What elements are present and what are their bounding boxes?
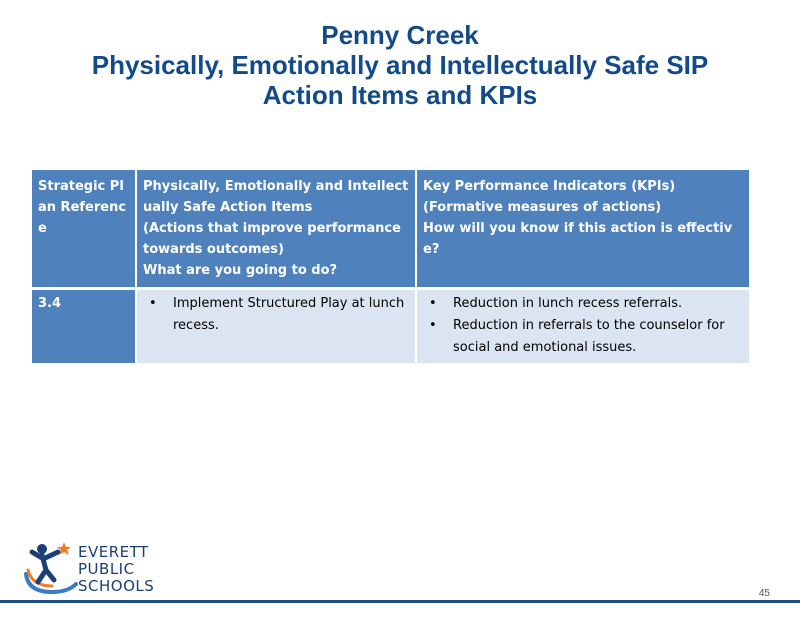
page-number: 45 (758, 588, 770, 599)
header-kpis (416, 170, 749, 289)
reference-cell: 3.4 (32, 289, 136, 364)
table-row (32, 289, 749, 364)
list-item (143, 293, 409, 337)
title-line-1: Penny Creek (321, 20, 479, 50)
logo-text: SCHOOLS (78, 577, 155, 595)
slide-title (0, 20, 800, 110)
actions-cell (136, 289, 416, 364)
header-text: What are you going to do? (143, 263, 338, 278)
bullet-icon: • (429, 296, 437, 311)
action-text: Implement Structured Play at lunch recess. (173, 296, 405, 333)
header-strategic-plan-reference (32, 170, 136, 289)
header-row (32, 170, 749, 289)
header-text: Physically, Emotionally and Intellectually Safe Action Items (143, 179, 409, 215)
list-item (423, 315, 743, 359)
everett-public-schools-logo (22, 540, 172, 600)
title-line-3: Action Items and KPIs (262, 80, 538, 110)
header-text: Strategic Plan Reference (38, 179, 127, 236)
bullet-icon: • (149, 296, 157, 311)
header-text: Key Performance Indicators (KPIs) (423, 179, 676, 194)
title-line-2: Physically, Emotionally and Intellectually Safe SIP (91, 50, 709, 80)
kpis-cell (416, 289, 749, 364)
bullet-icon: • (429, 318, 437, 333)
logo-wordmark (78, 544, 154, 595)
kpi-text: Reduction in lunch recess referrals. (453, 296, 683, 311)
footer-divider (0, 600, 800, 603)
logo-text: EVERETT (78, 543, 149, 561)
sip-table (32, 170, 749, 363)
runner-swoosh-icon (22, 540, 80, 600)
header-text: How will you know if this action is effective? (423, 221, 733, 257)
header-text: (Formative measures of actions) (423, 200, 662, 215)
list-item (423, 293, 743, 315)
logo-text: PUBLIC (78, 560, 135, 578)
header-text: (Actions that improve performance towards outcomes) (143, 221, 401, 257)
kpi-text: Reduction in referrals to the counselor for social and emotional issues. (453, 318, 725, 355)
header-action-items (136, 170, 416, 289)
